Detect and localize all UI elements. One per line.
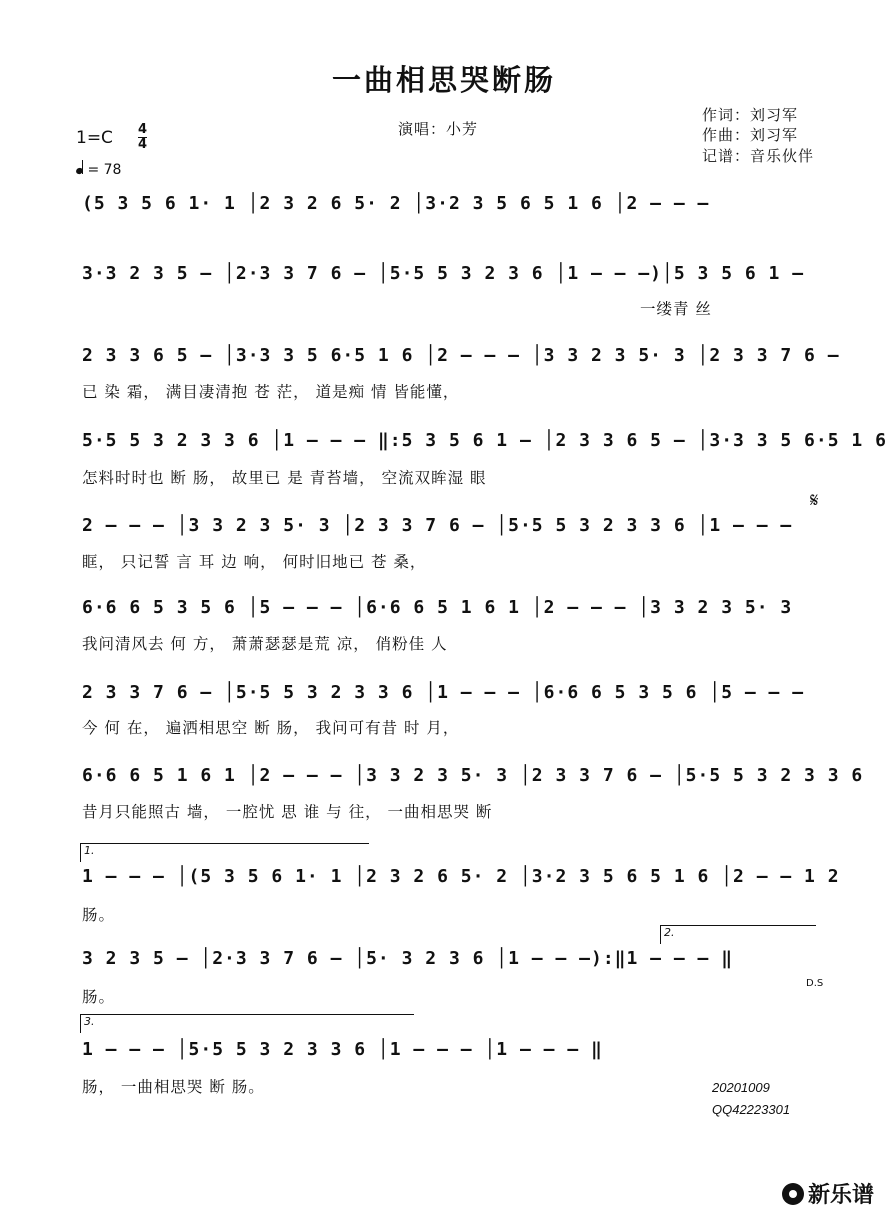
time-signature-bottom: 4 bbox=[138, 137, 148, 152]
lyric-line-7: 今 何 在， 遍洒相思空 断 肠， 我问可有昔 时 月， bbox=[82, 719, 460, 737]
lyric-line-3: 已 染 霜， 满目凄清抱 苍 茫， 道是痴 情 皆能懂， bbox=[82, 383, 460, 401]
score-line-3: 2 3 3 6 5 – │3·3 3 5 6·5 1 6 │2 – – – │3 3 2 3 5· 3 │2 3 3 7 6 – bbox=[82, 345, 840, 366]
volta-3: 3. bbox=[80, 1014, 414, 1033]
score-line-8: 6·6 6 5 1 6 1 │2 – – – │3 3 2 3 5· 3 │2 3 3 7 6 – │5·5 5 3 2 3 3 6 bbox=[82, 765, 864, 786]
score-line-7: 2 3 3 7 6 – │5·5 5 3 2 3 3 6 │1 – – – │6·6 6 5 3 5 6 │5 – – – bbox=[82, 682, 805, 703]
lyric-line-10: 肠。 bbox=[82, 988, 116, 1006]
disc-icon bbox=[782, 1183, 804, 1205]
site-logo bbox=[782, 1178, 874, 1209]
lyric-line-2: 一缕青 丝 bbox=[640, 300, 712, 318]
key-signature: 1=C bbox=[76, 128, 113, 148]
score-line-1: (5 3 5 6 1· 1 │2 3 2 6 5· 2 │3·2 3 5 6 5 1 6 │2 – – – bbox=[82, 193, 710, 214]
score-line-10: 3 2 3 5 – │2·3 3 7 6 – │5· 3 2 3 6 │1 – – –):‖1 – – – ‖ bbox=[82, 948, 734, 969]
logo-text: 新乐谱 bbox=[807, 1183, 874, 1208]
score-line-2: 3·3 2 3 5 – │2·3 3 7 6 – │5·5 5 3 2 3 6 │1 – – –)│5 3 5 6 1 – bbox=[82, 263, 805, 284]
lyric-line-9: 肠。 bbox=[82, 906, 116, 924]
lyric-line-11: 肠， 一曲相思哭 断 肠。 bbox=[82, 1078, 265, 1096]
quarter-note-icon bbox=[75, 167, 84, 175]
page-title: 一曲相思哭断肠 bbox=[331, 63, 556, 97]
ds-mark: D.S bbox=[806, 978, 824, 989]
score-line-6: 6·6 6 5 3 5 6 │5 – – – │6·6 6 5 1 6 1 │2 – – – │3 3 2 3 5· 3 bbox=[82, 597, 793, 618]
lyric-line-6: 我问清风去 何 方， 萧萧瑟瑟是荒 凉， 俏粉佳 人 bbox=[82, 635, 448, 653]
score-line-11: 1 – – – │5·5 5 3 2 3 3 6 │1 – – – │1 – – – ‖ bbox=[82, 1039, 603, 1060]
transcriber-credit: 记谱：音乐伙伴 bbox=[702, 147, 815, 165]
tempo-value: = 78 bbox=[87, 162, 122, 178]
volta-1: 1. bbox=[80, 843, 369, 862]
tempo-marking bbox=[76, 160, 121, 178]
segno-icon: 𝄋 bbox=[810, 488, 819, 512]
lyricist-credit: 作词：刘习军 bbox=[702, 106, 799, 124]
time-signature bbox=[138, 123, 147, 152]
composer-credit: 作曲：刘习军 bbox=[702, 126, 799, 144]
singer-credit: 演唱：小芳 bbox=[398, 120, 479, 138]
qq-number: QQ42223301 bbox=[712, 1102, 791, 1117]
lyric-line-8: 昔月只能照古 墙， 一腔忧 思 谁 与 往， 一曲相思哭 断 bbox=[82, 803, 493, 821]
date-stamp: 20201009 bbox=[712, 1080, 770, 1095]
lyric-line-5: 眶， 只记誓 言 耳 边 响， 何时旧地已 苍 桑， bbox=[82, 553, 427, 571]
volta-2: 2. bbox=[660, 925, 816, 944]
score-line-5: 2 – – – │3 3 2 3 5· 3 │2 3 3 7 6 – │5·5 5 3 2 3 3 6 │1 – – – bbox=[82, 515, 793, 536]
score-line-4: 5·5 5 3 2 3 3 6 │1 – – – ‖:5 3 5 6 1 – │2 3 3 6 5 – │3·3 3 5 6·5 1 6 bbox=[82, 430, 887, 451]
score-line-9: 1 – – – │(5 3 5 6 1· 1 │2 3 2 6 5· 2 │3·2 3 5 6 5 1 6 │2 – – 1 2 bbox=[82, 866, 840, 887]
lyric-line-4: 怎料时时也 断 肠， 故里已 是 青苔墙， 空流双眸湿 眼 bbox=[82, 469, 487, 487]
time-signature-top: 4 bbox=[138, 122, 148, 137]
